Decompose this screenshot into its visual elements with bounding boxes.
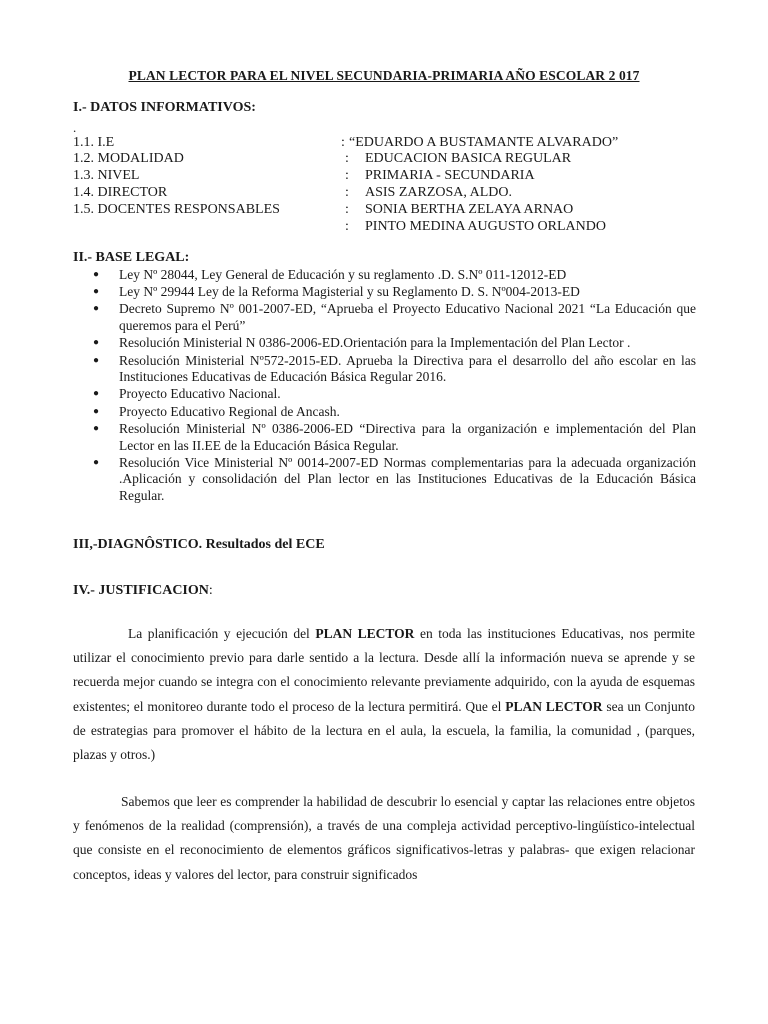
document-title: PLAN LECTOR PARA EL NIVEL SECUNDARIA-PRIMARIA AÑO ESCOLAR 2 017: [128, 68, 640, 83]
info-label: 1.1. I.E: [73, 135, 115, 150]
info-label: 1.5. DOCENTES RESPONSABLES: [73, 202, 280, 217]
info-label: 1.3. NIVEL: [73, 168, 140, 183]
info-value: PRIMARIA - SECUNDARIA: [365, 168, 535, 183]
bullet-icon: ●: [93, 456, 100, 468]
list-item: ● Resolución Vice Ministerial Nº 0014-2007-ED Normas complementarias para la adecuada organización .Aplicación y consolidación del Plan lector en las Instituciones Educativas de la Educación Básica Regular.: [93, 454, 696, 504]
list-item: ● Proyecto Educativo Nacional.: [93, 386, 281, 402]
bullet-icon: ●: [93, 354, 100, 366]
list-item: ● Ley Nº 28044, Ley General de Educación y su reglamento .D. S.Nº 011-12012-ED: [93, 267, 567, 282]
bullet-icon: ●: [93, 337, 100, 349]
stray-dot: .: [73, 120, 77, 135]
info-value: EDUCACION BASICA REGULAR: [365, 151, 572, 166]
info-value: ASIS ZARZOSA, ALDO.: [365, 185, 513, 200]
bullet-icon: ●: [93, 405, 100, 417]
section-heading-justificacion: IV.- JUSTIFICACION:: [73, 583, 213, 598]
info-colon: :: [345, 185, 349, 200]
info-colon: :: [345, 168, 349, 183]
list-item: ● Resolución Ministerial Nº572-2015-ED. Aprueba la Directiva para el desarrollo del año escolar en las Instituciones Educativas de Educación Básica Regular 2016.: [93, 352, 696, 385]
bullet-icon: ●: [93, 422, 100, 434]
paragraph-justificacion-2: Sabemos que leer es comprender la habilidad de descubrir lo esencial y captar las relaciones entre objetos y fenómenos de la realidad (comprensión), a través de una compleja actividad perceptivo-lingüístico-intelectual que consiste en el reconocimiento de elementos gráficos significativos-letras y palabras- que exigen relacionar conceptos, ideas y valores del lector, para construir significados: [73, 794, 695, 882]
info-value: “EDUARDO A BUSTAMANTE ALVARADO”: [349, 135, 619, 150]
info-colon: :: [345, 219, 349, 234]
info-label: 1.4. DIRECTOR: [73, 185, 168, 200]
bullet-icon: ●: [93, 286, 100, 298]
info-colon: :: [345, 151, 349, 166]
paragraph-justificacion-1: La planificación y ejecución del PLAN LECTOR en toda las instituciones Educativas, nos permite utilizar el conocimiento previo para darle sentido a la lectura. Desde allí la información nueva se aprende y se recuerda mejor cuando se integra con el conocimiento relevante previamente adquirido, con la ayuda de esquemas existentes; el monitoreo durante todo el proceso de la lectura permitirá. Que el PLAN LECTOR sea un Conjunto de estrategias para promover el hábito de la lectura en el aula, la escuela, la familia, la comunidad , (parques, plazas y otros.): [73, 626, 695, 763]
base-legal-list: [90, 267, 696, 505]
list-item: ● Proyecto Educativo Regional de Ancash.: [93, 403, 340, 419]
list-item: ● Decreto Supremo Nº 001-2007-ED, “Aprueba el Proyecto Educativo Nacional 2021 “La Educación que queremos para el Perú”: [93, 301, 696, 334]
section-heading-diagnostico: III,-DIAGNÔSTICO. Resultados del ECE: [73, 537, 325, 552]
info-value: SONIA BERTHA ZELAYA ARNAO: [365, 202, 574, 217]
info-label: 1.2. MODALIDAD: [73, 151, 184, 166]
section-heading-datos: I.- DATOS INFORMATIVOS:: [73, 100, 256, 115]
list-item: ● Resolución Ministerial N 0386-2006-ED.Orientación para la Implementación del Plan Lector .: [93, 335, 631, 351]
bullet-icon: ●: [93, 269, 100, 280]
bullet-icon: ●: [93, 303, 100, 315]
list-item: ● Ley Nº 29944 Ley de la Reforma Magisterial y su Reglamento D. S. Nº004-2013-ED: [93, 284, 580, 300]
info-value: PINTO MEDINA AUGUSTO ORLANDO: [365, 219, 606, 234]
info-colon: :: [345, 202, 349, 217]
section-heading-base-legal: II.- BASE LEGAL:: [73, 250, 190, 265]
list-item: ● Resolución Ministerial Nº 0386-2006-ED “Directiva para la organización e implementación del Plan Lector en las II.EE de la Educación Básica Regular.: [93, 420, 696, 453]
info-colon: :: [341, 135, 345, 150]
bullet-icon: ●: [93, 388, 100, 400]
